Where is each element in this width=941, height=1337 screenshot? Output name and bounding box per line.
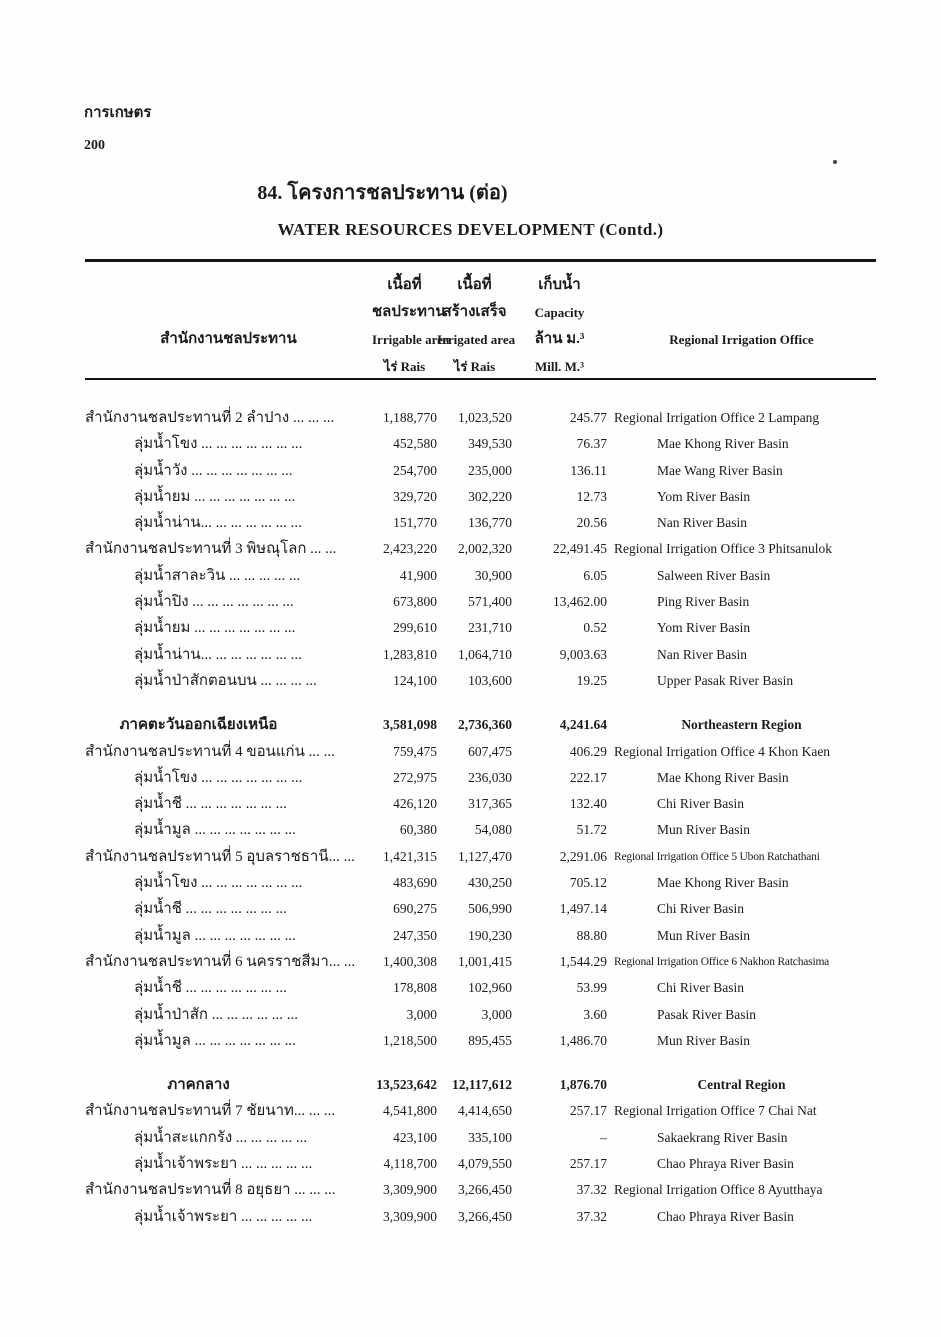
- row-name-thai: ลุ่มน้ำเจ้าพระยา ... ... ... ... ...: [134, 1208, 313, 1225]
- table-row: [85, 510, 876, 536]
- row-name-english: Chi River Basin: [657, 980, 744, 996]
- table-row: [85, 844, 876, 870]
- irrigable-area-value: 178,808: [393, 980, 437, 996]
- header-irrigated-english: Irrigated area: [437, 332, 516, 347]
- irrigated-area-value: 335,100: [468, 1129, 512, 1145]
- capacity-value: 53.99: [576, 980, 607, 996]
- capacity-value: 37.32: [576, 1182, 607, 1198]
- header-capacity-unit-thai: ล้าน ม.³: [534, 331, 585, 347]
- section-label: การเกษตร: [84, 105, 152, 121]
- table-row: [85, 1028, 876, 1054]
- row-name-english: Mae Wang River Basin: [657, 462, 783, 478]
- header-capacity-english: Capacity: [534, 305, 585, 320]
- row-name-english: Yom River Basin: [657, 620, 751, 636]
- table-row: [85, 1204, 876, 1230]
- irrigable-area-value: 329,720: [393, 488, 437, 504]
- irrigated-area-value: 30,900: [474, 567, 512, 583]
- table-row: [85, 431, 876, 457]
- row-name-english: Ping River Basin: [657, 594, 750, 610]
- header-irrigable-thai-1: เนื้อที่: [387, 277, 422, 293]
- irrigable-area-value: 1,400,308: [383, 953, 437, 969]
- capacity-value: 6.05: [583, 567, 607, 583]
- irrigated-area-value: 349,530: [468, 436, 512, 452]
- table-row: [85, 712, 876, 738]
- irrigable-area-value: 3,581,098: [383, 717, 437, 733]
- row-name-thai: ลุ่มน้ำวัง ... ... ... ... ... ... ...: [134, 462, 293, 479]
- capacity-value: 88.80: [576, 927, 607, 943]
- table-title-english: WATER RESOURCES DEVELOPMENT (Contd.): [277, 220, 664, 239]
- header-office-column: [85, 272, 372, 380]
- table-row: [85, 1177, 876, 1203]
- irrigated-area-value: 571,400: [468, 594, 512, 610]
- row-name-thai: สำนักงานชลประทานที่ 6 นครราชสีมา... ...: [85, 953, 356, 970]
- title-block: [0, 176, 941, 240]
- irrigable-area-value: 426,120: [393, 796, 437, 812]
- table-title-thai: 84. โครงการชลประทาน (ต่อ): [257, 182, 508, 204]
- capacity-value: 22,491.45: [553, 541, 607, 557]
- row-name-thai: สำนักงานชลประทานที่ 5 อุบลราชธานี... ...: [85, 848, 355, 865]
- irrigated-area-value: 102,960: [468, 980, 512, 996]
- capacity-value: 257.17: [569, 1103, 607, 1119]
- row-name-thai: ลุ่มน้ำน่าน... ... ... ... ... ... ...: [134, 646, 302, 663]
- row-name-english: Regional Irrigation Office 6 Nakhon Ratchasima: [614, 955, 830, 968]
- table-row: [85, 896, 876, 922]
- capacity-value: 0.52: [583, 620, 607, 636]
- row-name-english: Regional Irrigation Office 8 Ayutthaya: [614, 1182, 823, 1198]
- irrigable-area-value: 1,218,500: [383, 1032, 437, 1048]
- irrigated-area-value: 1,127,470: [458, 848, 512, 864]
- table-row: [85, 589, 876, 615]
- irrigable-area-value: 759,475: [393, 743, 437, 759]
- row-name-english: Regional Irrigation Office 3 Phitsanulok: [614, 541, 832, 557]
- irrigated-area-value: 136,770: [468, 515, 512, 531]
- irrigated-area-value: 1,023,520: [458, 410, 512, 425]
- capacity-value: –: [600, 1129, 607, 1145]
- capacity-value: 37.32: [576, 1208, 607, 1224]
- row-name-english: Chao Phraya River Basin: [657, 1156, 794, 1172]
- irrigated-area-value: 4,414,650: [458, 1103, 512, 1119]
- row-name-thai: ภาคกลาง: [167, 1077, 230, 1094]
- row-name-thai: ลุ่มน้ำโขง ... ... ... ... ... ... ...: [134, 875, 303, 892]
- row-name-english: Nan River Basin: [657, 515, 747, 531]
- row-name-thai: ลุ่มน้ำชี ... ... ... ... ... ... ...: [134, 901, 287, 918]
- row-name-english: Pasak River Basin: [657, 1006, 756, 1022]
- row-name-english: Mae Khong River Basin: [657, 436, 789, 452]
- table-row: [85, 739, 876, 765]
- irrigable-area-value: 4,541,800: [383, 1103, 437, 1119]
- table-row: [85, 975, 876, 1001]
- irrigable-area-value: 151,770: [393, 515, 437, 531]
- table-row: [85, 791, 876, 817]
- row-name-thai: ลุ่มน้ำชี ... ... ... ... ... ... ...: [134, 980, 287, 997]
- row-name-thai: ลุ่มน้ำเจ้าพระยา ... ... ... ... ...: [134, 1156, 313, 1173]
- irrigated-area-value: 54,080: [474, 822, 512, 838]
- water-resources-table: [85, 259, 876, 1230]
- irrigated-area-value: 12,117,612: [451, 1077, 512, 1093]
- capacity-value: 222.17: [569, 769, 607, 785]
- irrigable-area-value: 60,380: [399, 822, 437, 838]
- row-name-thai: ลุ่มน้ำป่าสักตอนบน ... ... ... ...: [134, 672, 317, 689]
- row-name-thai: ลุ่มน้ำสะแกกรัง ... ... ... ... ...: [134, 1129, 308, 1146]
- irrigable-area-value: 690,275: [393, 901, 437, 917]
- header-irrigated-unit: ไร่ Rais: [453, 359, 496, 374]
- table-body: [85, 380, 876, 1230]
- capacity-value: 51.72: [576, 822, 607, 838]
- row-name-thai: สำนักงานชลประทานที่ 2 ลำปาง ... ... ...: [85, 410, 335, 426]
- row-name-thai: ลุ่มน้ำยม ... ... ... ... ... ... ...: [134, 488, 296, 505]
- irrigable-area-value: 2,423,220: [383, 541, 437, 557]
- running-head: [84, 100, 151, 154]
- table-row: [85, 484, 876, 510]
- irrigable-area-value: 247,350: [393, 927, 437, 943]
- table-header: [85, 259, 876, 380]
- row-name-english: Regional Irrigation Office 5 Ubon Ratchathani: [614, 850, 820, 863]
- table-row: [85, 642, 876, 668]
- table-row: [85, 817, 876, 843]
- irrigable-area-value: 41,900: [399, 567, 437, 583]
- irrigable-area-value: 423,100: [393, 1129, 437, 1145]
- capacity-value: 3.60: [583, 1006, 607, 1022]
- irrigated-area-value: 3,266,450: [458, 1182, 512, 1198]
- irrigated-area-value: 103,600: [468, 672, 512, 688]
- header-irrigated-thai-2: สร้างเสร็จ: [442, 304, 507, 320]
- irrigated-area-value: 3,266,450: [458, 1208, 512, 1224]
- irrigable-area-value: 1,421,315: [383, 848, 437, 864]
- irrigated-area-value: 2,002,320: [458, 541, 512, 557]
- row-name-english: Mun River Basin: [657, 1032, 750, 1048]
- row-name-english: Chi River Basin: [657, 796, 744, 812]
- irrigable-area-value: 3,309,900: [383, 1208, 437, 1224]
- row-name-english: Salween River Basin: [657, 567, 771, 583]
- capacity-value: 1,497.14: [559, 901, 607, 917]
- header-irrigable-column: [372, 272, 450, 380]
- irrigable-area-value: 452,580: [393, 436, 437, 452]
- row-name-thai: สำนักงานชลประทานที่ 7 ชัยนาท... ... ...: [85, 1103, 336, 1120]
- row-name-english: Mun River Basin: [657, 927, 750, 943]
- row-name-english: Nan River Basin: [657, 646, 747, 662]
- row-name-thai: ลุ่มน้ำสาละวิน ... ... ... ... ...: [134, 567, 301, 584]
- irrigated-area-value: 1,001,415: [458, 953, 512, 969]
- table-row: [85, 765, 876, 791]
- row-name-english: Regional Irrigation Office 7 Chai Nat: [614, 1103, 817, 1119]
- row-name-thai: สำนักงานชลประทานที่ 3 พิษณุโลก ... ...: [85, 541, 337, 558]
- capacity-value: 9,003.63: [559, 646, 607, 662]
- irrigated-area-value: 607,475: [468, 743, 512, 759]
- capacity-value: 136.11: [570, 462, 607, 478]
- row-name-thai: ลุ่มน้ำป่าสัก ... ... ... ... ... ...: [134, 1006, 298, 1023]
- header-irrigable-unit: ไร่ Rais: [383, 359, 426, 374]
- row-name-english: Regional Irrigation Office 2 Lampang: [614, 410, 820, 425]
- header-capacity-thai: เก็บน้ำ: [538, 277, 581, 293]
- capacity-value: 76.37: [576, 436, 607, 452]
- capacity-value: 1,544.29: [559, 953, 607, 969]
- row-name-thai: ลุ่มน้ำโขง ... ... ... ... ... ... ...: [134, 436, 303, 453]
- irrigable-area-value: 3,000: [406, 1006, 437, 1022]
- irrigated-area-value: 317,365: [468, 796, 512, 812]
- irrigated-area-value: 302,220: [468, 488, 512, 504]
- header-irrigable-english: Irrigable area: [372, 332, 450, 347]
- table-row: [85, 1125, 876, 1151]
- irrigable-area-value: 13,523,642: [376, 1077, 437, 1093]
- row-name-english: Central Region: [697, 1077, 786, 1093]
- header-office-thai: สำนักงานชลประทาน: [160, 331, 297, 347]
- irrigable-area-value: 483,690: [393, 875, 437, 891]
- capacity-value: 4,241.64: [559, 717, 607, 733]
- table-row: [85, 615, 876, 641]
- capacity-value: 132.40: [569, 796, 607, 812]
- row-name-english: Mae Khong River Basin: [657, 769, 789, 785]
- irrigated-area-value: 895,455: [468, 1032, 512, 1048]
- irrigable-area-value: 254,700: [393, 462, 437, 478]
- irrigated-area-value: 3,000: [481, 1006, 512, 1022]
- page-number: 200: [84, 138, 105, 153]
- table-row: [85, 1002, 876, 1028]
- capacity-value: 1,876.70: [559, 1077, 607, 1093]
- capacity-value: 20.56: [576, 515, 607, 531]
- table-row: [85, 870, 876, 896]
- irrigated-area-value: 430,250: [468, 875, 512, 891]
- table-row: [85, 1072, 876, 1098]
- capacity-value: 705.12: [569, 875, 607, 891]
- table-row: [85, 668, 876, 694]
- irrigable-area-value: 1,188,770: [383, 410, 437, 425]
- row-name-english: Mun River Basin: [657, 822, 750, 838]
- irrigated-area-value: 235,000: [468, 462, 512, 478]
- irrigable-area-value: 124,100: [393, 672, 437, 688]
- header-irrigable-thai-2: ชลประทาน: [372, 304, 446, 320]
- table-row: [85, 1098, 876, 1124]
- irrigated-area-value: 236,030: [468, 769, 512, 785]
- header-irrigated-column: [437, 272, 516, 380]
- irrigable-area-value: 1,283,810: [383, 646, 437, 662]
- irrigated-area-value: 190,230: [468, 927, 512, 943]
- irrigable-area-value: 673,800: [393, 594, 437, 610]
- row-name-thai: สำนักงานชลประทานที่ 4 ขอนแก่น ... ...: [85, 743, 335, 760]
- row-name-thai: ลุ่มน้ำยม ... ... ... ... ... ... ...: [134, 620, 296, 637]
- capacity-value: 19.25: [576, 672, 607, 688]
- row-name-english: Chi River Basin: [657, 901, 744, 917]
- irrigated-area-value: 506,990: [468, 901, 512, 917]
- irrigable-area-value: 4,118,700: [383, 1156, 437, 1172]
- irrigated-area-value: 2,736,360: [458, 717, 512, 733]
- table-row: [85, 923, 876, 949]
- table-row: [85, 405, 876, 431]
- capacity-value: 13,462.00: [553, 594, 607, 610]
- row-name-thai: ลุ่มน้ำมูล ... ... ... ... ... ... ...: [134, 822, 296, 839]
- row-name-english: Yom River Basin: [657, 488, 751, 504]
- header-irrigated-thai-1: เนื้อที่: [457, 277, 492, 293]
- table-row: [85, 458, 876, 484]
- row-name-english: Upper Pasak River Basin: [657, 672, 794, 688]
- row-name-english: Northeastern Region: [681, 717, 802, 733]
- header-regional-office-column: [607, 272, 876, 380]
- row-name-thai: สำนักงานชลประทานที่ 8 อยุธยา ... ... ...: [85, 1182, 336, 1199]
- scan-artifact-dot: [833, 160, 837, 164]
- irrigable-area-value: 3,309,900: [383, 1182, 437, 1198]
- row-name-thai: ลุ่มน้ำน่าน... ... ... ... ... ... ...: [134, 515, 302, 532]
- header-capacity-unit-english: Mill. M.³: [534, 359, 585, 374]
- row-name-thai: ลุ่มน้ำโขง ... ... ... ... ... ... ...: [134, 769, 303, 786]
- capacity-value: 406.29: [569, 743, 607, 759]
- row-name-english: Regional Irrigation Office 4 Khon Kaen: [614, 743, 831, 759]
- header-regional-office-english: Regional Irrigation Office: [669, 332, 814, 347]
- irrigated-area-value: 1,064,710: [458, 646, 512, 662]
- table-row: [85, 1151, 876, 1177]
- capacity-value: 245.77: [569, 410, 607, 425]
- row-name-english: Mae Khong River Basin: [657, 875, 789, 891]
- irrigated-area-value: 4,079,550: [458, 1156, 512, 1172]
- row-name-thai: ลุ่มน้ำปิง ... ... ... ... ... ... ...: [134, 594, 294, 611]
- capacity-value: 2,291.06: [559, 848, 607, 864]
- row-name-thai: ลุ่มน้ำชี ... ... ... ... ... ... ...: [134, 796, 287, 813]
- capacity-value: 1,486.70: [559, 1032, 607, 1048]
- row-name-english: Sakaekrang River Basin: [657, 1129, 788, 1145]
- irrigated-area-value: 231,710: [468, 620, 512, 636]
- irrigable-area-value: 272,975: [393, 769, 437, 785]
- table-row: [85, 536, 876, 562]
- row-name-thai: ลุ่มน้ำมูล ... ... ... ... ... ... ...: [134, 1032, 296, 1049]
- irrigable-area-value: 299,610: [393, 620, 437, 636]
- capacity-value: 12.73: [576, 488, 607, 504]
- header-capacity-column: [512, 272, 607, 380]
- table-row: [85, 563, 876, 589]
- table-row: [85, 949, 876, 975]
- capacity-value: 257.17: [569, 1156, 607, 1172]
- row-name-thai: ลุ่มน้ำมูล ... ... ... ... ... ... ...: [134, 927, 296, 944]
- row-name-english: Chao Phraya River Basin: [657, 1208, 794, 1224]
- row-name-thai: ภาคตะวันออกเฉียงเหนือ: [119, 717, 278, 734]
